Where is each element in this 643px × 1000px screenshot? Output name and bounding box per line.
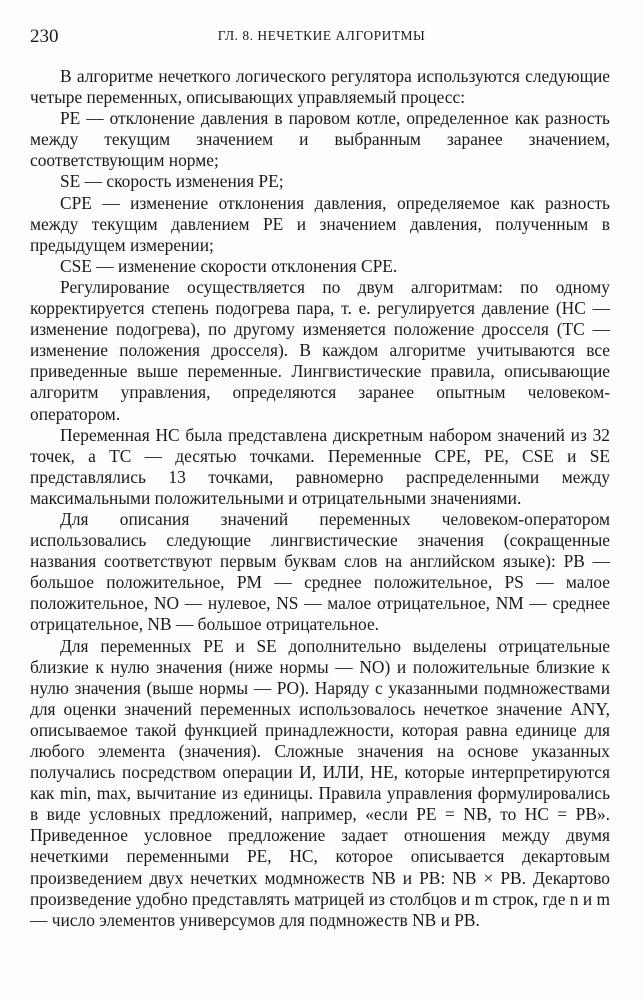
running-head: ГЛ. 8. НЕЧЕТКИЕ АЛГОРИТМЫ <box>217 28 426 43</box>
definition-pe: PE — отклонение давления в паровом котле, определенное как разность между текущим значением и выбранным заранее значением, соответствующим норме; <box>30 108 610 171</box>
definition-cse: CSE — изменение скорости отклонения CPE. <box>60 255 398 276</box>
definition-cpe: CPE — изменение отклонения давления, определяемое как разность между текущим давлением PE и значением давления, полученным в предыдущем измерении; <box>30 192 610 255</box>
paragraph: Переменная HC была представлена дискретным набором значений из 32 точек, а TC — десятью точками. Переменные CPE, PE, CSE и SE представлялись 13 точками, равномерно распределенными между максимальными положительными и отрицательными значениями. <box>30 424 610 508</box>
paragraph: Для описания значений переменных человеком-оператором использовались следующие лингвистические значения (сокращенные названия соответствуют первым буквам слов на английском языке): PB — большое положительное, PM — среднее положительное, PS — малое положительное, NO — нулевое, NS — малое отрицательное, NM — среднее отрицательное, NB — большое отрицательное. <box>30 508 610 635</box>
page-header <box>30 26 613 50</box>
body-text <box>30 66 610 931</box>
paragraph: Регулирование осуществляется по двум алгоритмам: по одному корректируется степень подогрева пара, т. е. регулируется давление (HC — изменение подогрева), по другому изменяется положение дросселя (TC — изменение положения дросселя). В каждом алгоритме учитываются все приведенные выше переменные. Лингвистические правила, описывающие алгоритм управления, определяются заранее опытным человеком-оператором. <box>30 276 610 424</box>
paragraph: В алгоритме нечеткого логического регулятора используются следующие четыре переменных, описывающих управляемый процесс: <box>30 66 610 108</box>
paragraph: Для переменных PE и SE дополнительно выделены отрицательные близкие к нулю значения (ниже нормы — NO) и положительные близкие к нулю значения (выше нормы — PO). Наряду с указанными подмножествами для оценки значений переменных использовалось нечеткое значение ANY, описываемое такой функцией принадлежности, которая равна единице для любого элемента (значения). Сложные значения на основе указанных получались посредством операции И, ИЛИ, НЕ, которые интерпретируются как min, max, вычитание из единицы. Правила управления формулировались в виде условных предложений, например, «если PE = NB, то HC = PB». Приведенное условное предложение задает отношения между двумя нечеткими переменными PE, HC, которое описывается декартовым произведением двух нечетких модмножеств NB и PB: NB × PB. Декартово произведение удобно представлять матрицей из столбцов и m строк, где n и m — число элементов универсумов для подмножеств NB и PB. <box>30 635 611 930</box>
definition-se: SE — скорость изменения PE; <box>60 171 284 192</box>
page-number: 230 <box>30 26 59 47</box>
